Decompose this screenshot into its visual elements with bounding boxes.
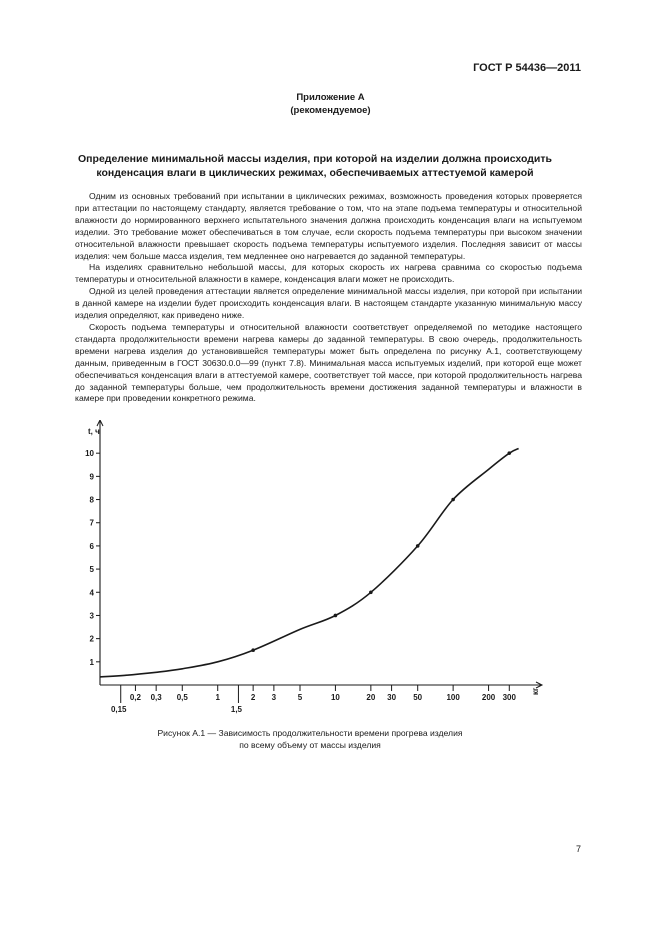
series-line bbox=[100, 449, 519, 677]
data-point bbox=[369, 590, 373, 594]
x-tick-label: 0,3 bbox=[150, 693, 162, 702]
data-point bbox=[507, 451, 511, 455]
y-tick-label: 3 bbox=[89, 611, 94, 621]
y-tick-label: 10 bbox=[85, 449, 94, 459]
y-tick-label: 7 bbox=[89, 518, 94, 528]
x-tick-label: 300 bbox=[502, 693, 516, 702]
figure-a1-chart bbox=[72, 420, 562, 720]
y-tick-label: 8 bbox=[89, 495, 94, 505]
x-tick-label: 0,2 bbox=[129, 693, 141, 702]
data-point bbox=[416, 544, 420, 548]
paragraph-2: На изделиях сравнительно небольшой массы, для которых скорость их нагрева сравнима со скоростью подъема температуры и относительной влажности в камере, конденсация влаги может не происходить. bbox=[75, 262, 582, 285]
x-tick-label: 200 bbox=[481, 693, 496, 702]
x-tick-label: 100 bbox=[446, 693, 460, 702]
y-tick-label: 5 bbox=[89, 565, 94, 575]
y-tick-label: 4 bbox=[89, 588, 94, 598]
y-tick-label: 9 bbox=[89, 472, 94, 482]
y-tick-label: 1 bbox=[89, 657, 94, 667]
paragraph-3: Одной из целей проведения аттестации является определение минимальной массы изделия, при которой при испытании в данной камере на изделии будет происходить конденсация влаги. В настоящем стандарте указанную минимальную массу изделия определяют, как приведено ниже. bbox=[75, 286, 582, 321]
paragraph-1: Одним из основных требований при испытании в циклических режимах, возможность проведения которых проверяется при аттестации по настоящему стандарту, является требование о том, что на этапе подъема температуры и относительной влажности до нормированного верхнего испытательного значения должна происходить конденсация влаги на испытуемом изделии. Это требование может обеспечиваться в том случае, если скорость подъема температуры при высоком значении относительной влажности превышает скорость подъема температуры испытуемого изделия. Последняя зависит от массы изделия: чем больше масса изделия, тем медленнее оно нагревается до заданной температуры. bbox=[75, 191, 582, 261]
x-tick-label: 2 bbox=[250, 693, 256, 702]
standard-number: ГОСТ Р 54436—2011 bbox=[473, 62, 581, 74]
figure-caption bbox=[120, 727, 500, 751]
section-title: Определение минимальной массы изделия, при которой на изделии должна происходить конденсация влаги в циклических режимах, обеспечиваемых аттестуемой камерой bbox=[78, 153, 552, 179]
figure-caption-line1: Рисунок А.1 — Зависимость продолжительности времени прогрева изделия bbox=[157, 728, 463, 738]
x-axis-label: кг bbox=[531, 687, 540, 695]
paragraph-4: Скорость подъема температуры и относительной влажности соответствует определяемой по методике настоящего стандарта продолжительности времени нагрева камеры до заданной температуры. В свою очередь, продолжительность времени нагрева изделия до установившейся температуры может быть определена по рисунку А.1, соответствующему данным, приведенным в ГОСТ 30630.0.0—99 (пункт 7.8). Минимальная масса испытуемых изделий, при которой еще может обеспечиваться конденсация влаги в аттестуемой камере, соответствует той массе, при которой продолжительность нагрева до заданной температуры больше, чем продолжительность времени достижения заданной температуры и влажности в камере при проведении конкретного режима. bbox=[75, 321, 582, 404]
x-tick-label: 10 bbox=[330, 693, 340, 702]
x-tick-label: 30 bbox=[387, 693, 397, 702]
annex-title: Приложение А bbox=[296, 92, 365, 103]
x-tick-label: 5 bbox=[297, 693, 303, 702]
annex-subtitle: (рекомендуемое) bbox=[290, 105, 371, 116]
x-tick-label-lower: 0,15 bbox=[110, 705, 127, 714]
data-point bbox=[251, 648, 255, 652]
x-tick-label: 0,5 bbox=[176, 693, 188, 702]
body-text bbox=[75, 191, 582, 405]
y-tick-label: 6 bbox=[89, 541, 94, 551]
figure-caption-line2: по всему объему от массы изделия bbox=[239, 740, 381, 750]
data-point bbox=[334, 614, 338, 618]
y-axis-label: t, ч bbox=[88, 427, 100, 436]
page-number: 7 bbox=[575, 844, 581, 854]
data-point bbox=[451, 498, 455, 502]
x-tick-label: 50 bbox=[413, 693, 423, 702]
x-tick-label: 20 bbox=[366, 693, 376, 702]
x-tick-label: 3 bbox=[271, 693, 277, 702]
annex-heading bbox=[0, 91, 661, 117]
x-tick-label: 1 bbox=[215, 693, 220, 702]
x-tick-label-lower: 1,5 bbox=[230, 705, 243, 714]
y-tick-label: 2 bbox=[89, 634, 94, 644]
